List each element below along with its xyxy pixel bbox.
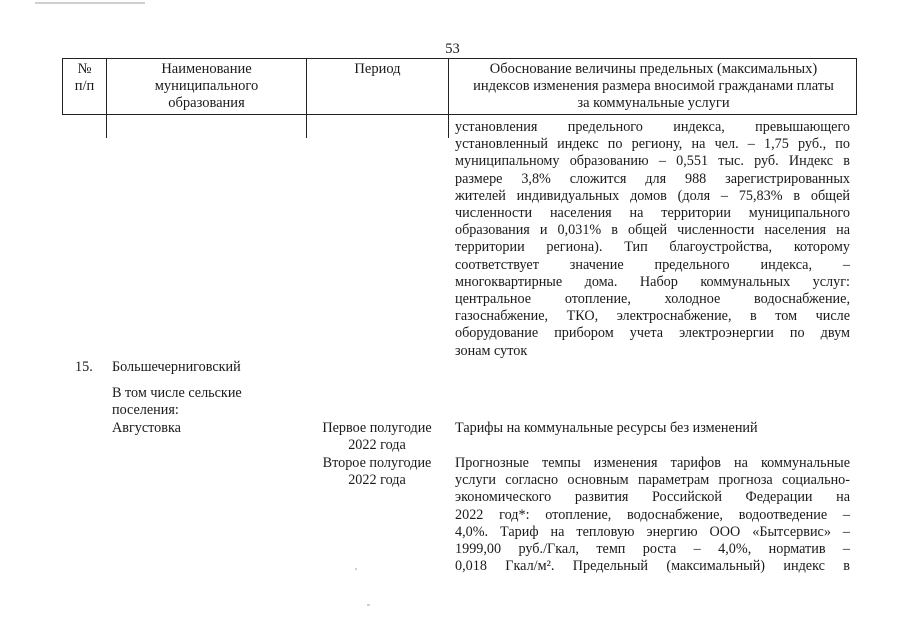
- text-line: 2022 год*: отопление, водоснабжение, водоотведение –: [455, 506, 850, 523]
- header-col-basis: [449, 59, 858, 114]
- text-line: В том числе сельские: [112, 385, 242, 401]
- text-line: газоснабжение, ТКО, электроснабжение, в том числе: [455, 308, 850, 325]
- row-number: 15.: [75, 359, 93, 375]
- column-divider: [306, 115, 307, 138]
- column-divider: [106, 115, 107, 138]
- text-line: 1999,00 руб./Гкал, темп роста – 4,0%, норматив –: [455, 541, 850, 558]
- header-col-basis-line: Обоснование величины предельных (максимальных): [489, 61, 818, 77]
- header-col-number-line: №: [77, 61, 92, 77]
- settlement-name: Августовка: [112, 420, 181, 436]
- settlements-subheading: [112, 385, 242, 419]
- header-col-basis-line: за коммунальные услуги: [577, 95, 730, 111]
- header-col-municipality: [107, 59, 307, 114]
- text-line: установленный индекс по региону, на чел. – 1,75 руб., по: [455, 136, 850, 153]
- text-line: 0,018 Гкал/м². Предельный (максимальный) индекс в: [455, 558, 850, 575]
- text-line: установления предельного индекса, превышающего: [455, 119, 850, 135]
- text-line: оборудование прибором учета электроэнергии по двум: [455, 325, 850, 342]
- text-line: Прогнозные темпы изменения тарифов на коммунальные: [455, 455, 850, 471]
- header-col-number: [63, 59, 107, 114]
- text-line: центральное отопление, холодное водоснабжение,: [455, 291, 850, 308]
- header-col-number-line: п/п: [74, 78, 95, 94]
- text-line: 2022 года: [348, 437, 406, 454]
- municipality-name: Большечерниговский: [112, 359, 241, 375]
- text-line: экономического развития Российской Федерации на: [455, 489, 850, 506]
- previous-row-basis-text: [455, 119, 850, 360]
- header-col-municipality-line: Наименование: [161, 61, 252, 77]
- text-line: многоквартирные дома. Набор коммунальных услуг:: [455, 273, 850, 290]
- text-line: поселения:: [112, 402, 179, 419]
- header-col-period: [307, 59, 449, 114]
- header-col-municipality-line: образования: [168, 95, 245, 111]
- period-first-half: [306, 420, 448, 454]
- text-line: образования и 0,031% в общей численности населения на: [455, 222, 850, 239]
- period-second-half: [306, 455, 448, 489]
- scan-artifact-dot: [367, 604, 370, 606]
- text-line: жителей индивидуальных домов (доля – 75,83% в общей: [455, 187, 850, 204]
- column-divider: [448, 115, 449, 138]
- text-line: муниципальному образованию – 0,551 тыс. руб. Индекс в: [455, 153, 850, 170]
- text-line: Тарифы на коммунальные ресурсы без изменений: [455, 420, 758, 436]
- text-line: территории региона). Тип благоустройства, которому: [455, 239, 850, 256]
- scan-artifact-top: [35, 2, 145, 4]
- text-line: Второе полугодие: [322, 455, 432, 471]
- text-line: размере 3,8% сложится для 988 зарегистрированных: [455, 170, 850, 187]
- text-line: зонам суток: [455, 342, 528, 359]
- page-number: 53: [445, 41, 460, 57]
- text-line: соответствует значение предельного индекса, –: [455, 256, 850, 273]
- basis-first-half: [455, 420, 850, 437]
- table-header: [62, 58, 857, 115]
- text-line: 2022 года: [348, 472, 406, 489]
- header-col-basis-line: индексов изменения размера вносимой гражданами платы: [473, 78, 834, 94]
- header-col-period-line: Период: [354, 61, 401, 77]
- text-line: численности населения на территории муниципального: [455, 205, 850, 222]
- text-line: услуги согласно основным параметрам прогноза социально-: [455, 472, 850, 489]
- text-line: 4,0%. Тариф на тепловую энергию ООО «Бытсервис» –: [455, 523, 850, 540]
- basis-second-half: [455, 455, 850, 575]
- text-line: Первое полугодие: [322, 420, 432, 436]
- scan-artifact-dot: [355, 568, 357, 570]
- header-col-municipality-line: муниципального: [154, 78, 259, 94]
